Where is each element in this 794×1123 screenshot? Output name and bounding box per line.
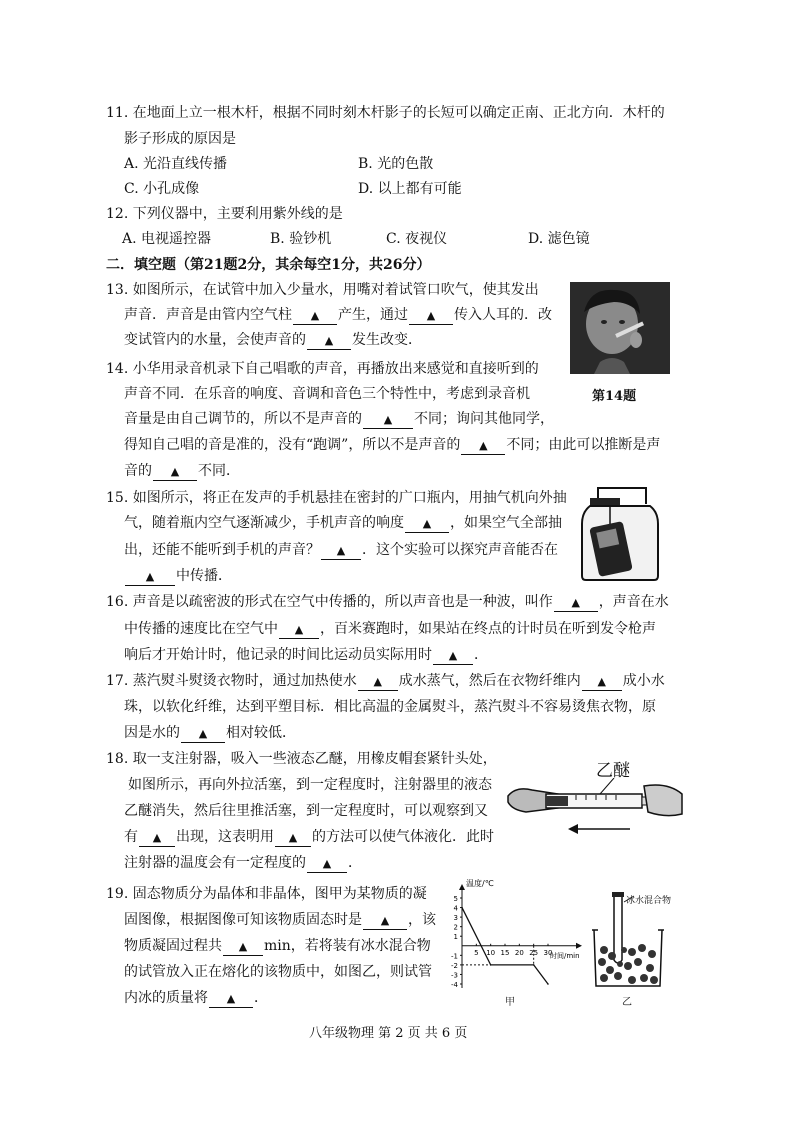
y-tick-label: 2 xyxy=(453,923,458,932)
answer-blank[interactable]: ▲ xyxy=(363,912,407,930)
x-tick-label: 5 xyxy=(474,948,479,957)
y-tick-label: -1 xyxy=(451,952,458,961)
y-tick-label: -4 xyxy=(451,981,458,989)
answer-blank[interactable]: ▲ xyxy=(307,332,351,350)
ether-label: 乙醚 xyxy=(596,761,630,781)
q14-line-3: 音量是由自己调节的，所以不是声音的 ▲ 不同；询问其他同学， xyxy=(124,411,554,427)
q11-line-1: 11. 在地面上立一根木杆，根据不同时刻木杆影子的长短可以确定正南、正北方向．木杆的 xyxy=(106,105,665,121)
q16-line-3: 响后才开始计时，他记录的时间比运动员实际用时 ▲ ． xyxy=(124,647,488,663)
x-tick-label: 20 xyxy=(514,948,524,957)
answer-blank[interactable]: ▲ xyxy=(279,621,319,639)
q18-line-2: 如图所示，再向外拉活塞，到一定程度时，注射器里的液态 xyxy=(128,777,492,793)
x-tick-label: 30 xyxy=(543,948,553,957)
q19-line-5: 内冰的质量将 ▲ ． xyxy=(124,990,268,1006)
q14-figure-caption: 第14题 xyxy=(592,389,637,404)
q17-line-2: 珠，以软化纤维，达到平塑目标．相比高温的金属熨斗，蒸汽熨斗不容易烫焦衣物，原 xyxy=(124,699,656,715)
answer-blank[interactable]: ▲ xyxy=(405,515,449,533)
data-point xyxy=(533,964,535,966)
data-point xyxy=(547,983,549,985)
y-tick-label: 3 xyxy=(453,914,458,923)
push-direction-arrow xyxy=(568,822,632,836)
q15-line-4: ▲ 中传播． xyxy=(124,567,232,586)
q19-line-2: 固图像，根据图像可知该物质固态时是 ▲ ，该 xyxy=(124,912,436,928)
x-axis-label: 时间/min xyxy=(550,951,580,960)
q17-line-3: 因是水的 ▲ 相对较低． xyxy=(124,725,296,741)
q16-line-2: 中传播的速度比在空气中 ▲ ，百米赛跑时，如果站在终点的计时员在听到发令枪声 xyxy=(124,621,656,637)
answer-blank[interactable]: ▲ xyxy=(433,647,473,665)
q11-option-b: B. 光的色散 xyxy=(358,156,434,172)
q12-option-d: D. 滤色镜 xyxy=(528,231,590,247)
answer-blank[interactable]: ▲ xyxy=(293,307,337,325)
solidification-chart xyxy=(448,878,588,1008)
y-tick-label: 4 xyxy=(453,904,458,913)
q15-line-1: 15. 如图所示，将正在发声的手机悬挂在密封的广口瓶内，用抽气机向外抽 xyxy=(106,490,567,506)
answer-blank[interactable]: ▲ xyxy=(181,725,225,743)
q12-option-c: C. 夜视仪 xyxy=(386,231,448,247)
q14-line-4: 得知自己唱的音是准的，没有“跑调”，所以不是声音的 ▲ 不同；由此可以推断是声 xyxy=(124,437,661,453)
answer-blank[interactable]: ▲ xyxy=(358,673,398,691)
x-tick-label: 25 xyxy=(529,948,539,957)
answer-blank[interactable]: ▲ xyxy=(125,568,175,586)
q13-line-1: 13. 如图所示，在试管中加入少量水，用嘴对着试管口吹气，使其发出 xyxy=(106,282,539,298)
answer-blank[interactable]: ▲ xyxy=(275,829,311,847)
q15-line-3: 出，还能不能听到手机的声音？ ▲ ．这个实验可以探究声音能否在 xyxy=(124,542,558,558)
answer-blank[interactable]: ▲ xyxy=(209,990,253,1008)
figure-a-label: 甲 xyxy=(505,997,515,1008)
q18-line-4: 有 ▲ 出现，这表明用 ▲ 的方法可以使气体液化．此时 xyxy=(124,829,494,845)
sealed-jar-phone-figure xyxy=(576,484,664,582)
answer-blank[interactable]: ▲ xyxy=(554,594,598,612)
q17-line-1: 17. 蒸汽熨斗熨烫衣物时，通过加热使水 ▲ 成水蒸气，然后在衣物纤维内 ▲ 成小水 xyxy=(106,673,665,689)
answer-blank[interactable]: ▲ xyxy=(153,463,197,481)
y-tick-label: 1 xyxy=(453,933,458,942)
y-axis-arrow xyxy=(459,884,465,890)
solidification-graph xyxy=(448,878,588,1008)
y-tick-label: -2 xyxy=(451,961,458,970)
q14-line-1: 14. 小华用录音机录下自己唱歌的声音，再播放出来感觉和直接听到的 xyxy=(106,361,539,377)
q18-line-1: 18. 取一支注射器，吸入一些液态乙醚，用橡皮帽套紧针头处， xyxy=(106,751,497,767)
page-footer: 八年级物理 第 2 页 共 6 页 xyxy=(309,1026,468,1041)
data-point xyxy=(461,907,463,909)
boy-blowing-test-tube-photo xyxy=(570,282,670,374)
x-axis-arrow xyxy=(576,943,582,949)
q12-option-a: A. 电视遥控器 xyxy=(122,231,212,247)
y-tick-label: -3 xyxy=(451,971,458,980)
section-2-heading: 二．填空题（第21题2分，其余每空1分，共26分） xyxy=(106,257,431,273)
q13-line-2: 声音．声音是由管内空气柱 ▲ 产生，通过 ▲ 传入人耳的．改 xyxy=(124,307,552,323)
q12-option-b: B. 验钞机 xyxy=(270,231,332,247)
answer-blank[interactable]: ▲ xyxy=(139,829,175,847)
answer-blank[interactable]: ▲ xyxy=(223,938,263,956)
figure-b-label: 乙 xyxy=(622,997,632,1008)
q14-line-2: 声音不同．在乐音的响度、音调和音色三个特性中，考虑到录音机 xyxy=(124,386,530,402)
data-point xyxy=(490,964,492,966)
answer-blank[interactable]: ▲ xyxy=(461,437,505,455)
q18-line-3: 乙醚消失，然后往里推活塞，到一定程度时，可以观察到又 xyxy=(124,803,488,819)
ice-water-mixture-label: 冰水混合物 xyxy=(626,896,672,906)
q16-line-1: 16. 声音是以疏密波的形式在空气中传播的，所以声音也是一种波，叫作 ▲ ，声音在水 xyxy=(106,594,669,610)
y-tick-label: 5 xyxy=(453,895,458,903)
answer-blank[interactable]: ▲ xyxy=(321,542,361,560)
answer-blank[interactable]: ▲ xyxy=(409,307,453,325)
q11-option-a: A. 光沿直线传播 xyxy=(124,156,228,172)
q19-line-1: 19. 固态物质分为晶体和非晶体，图甲为某物质的凝 xyxy=(106,886,427,902)
q13-line-3: 变试管内的水量，会使声音的 ▲ 发生改变． xyxy=(124,332,422,348)
q14-line-5: 音的 ▲ 不同． xyxy=(124,463,240,479)
q11-option-d: D. 以上都有可能 xyxy=(358,181,462,197)
x-tick-label: 15 xyxy=(500,948,510,957)
answer-blank[interactable]: ▲ xyxy=(363,411,413,429)
q19-line-3: 物质凝固过程共 ▲ min，若将装有冰水混合物 xyxy=(124,938,431,954)
y-axis-label: 温度/℃ xyxy=(466,879,494,888)
answer-blank[interactable]: ▲ xyxy=(307,855,347,873)
q12-line-1: 12. 下列仪器中，主要利用紫外线的是 xyxy=(106,206,343,222)
q15-line-2: 气，随着瓶内空气逐渐减少，手机声音的响度 ▲ ，如果空气全部抽 xyxy=(124,515,562,531)
q11-option-c: C. 小孔成像 xyxy=(124,181,200,197)
q19-line-4: 的试管放入正在熔化的该物质中，如图乙，则试管 xyxy=(124,964,432,980)
answer-blank[interactable]: ▲ xyxy=(582,673,622,691)
x-tick-label: 10 xyxy=(486,948,496,957)
q11-line-2: 影子形成的原因是 xyxy=(124,131,236,147)
q18-line-5: 注射器的温度会有一定程度的 ▲ ． xyxy=(124,855,362,871)
